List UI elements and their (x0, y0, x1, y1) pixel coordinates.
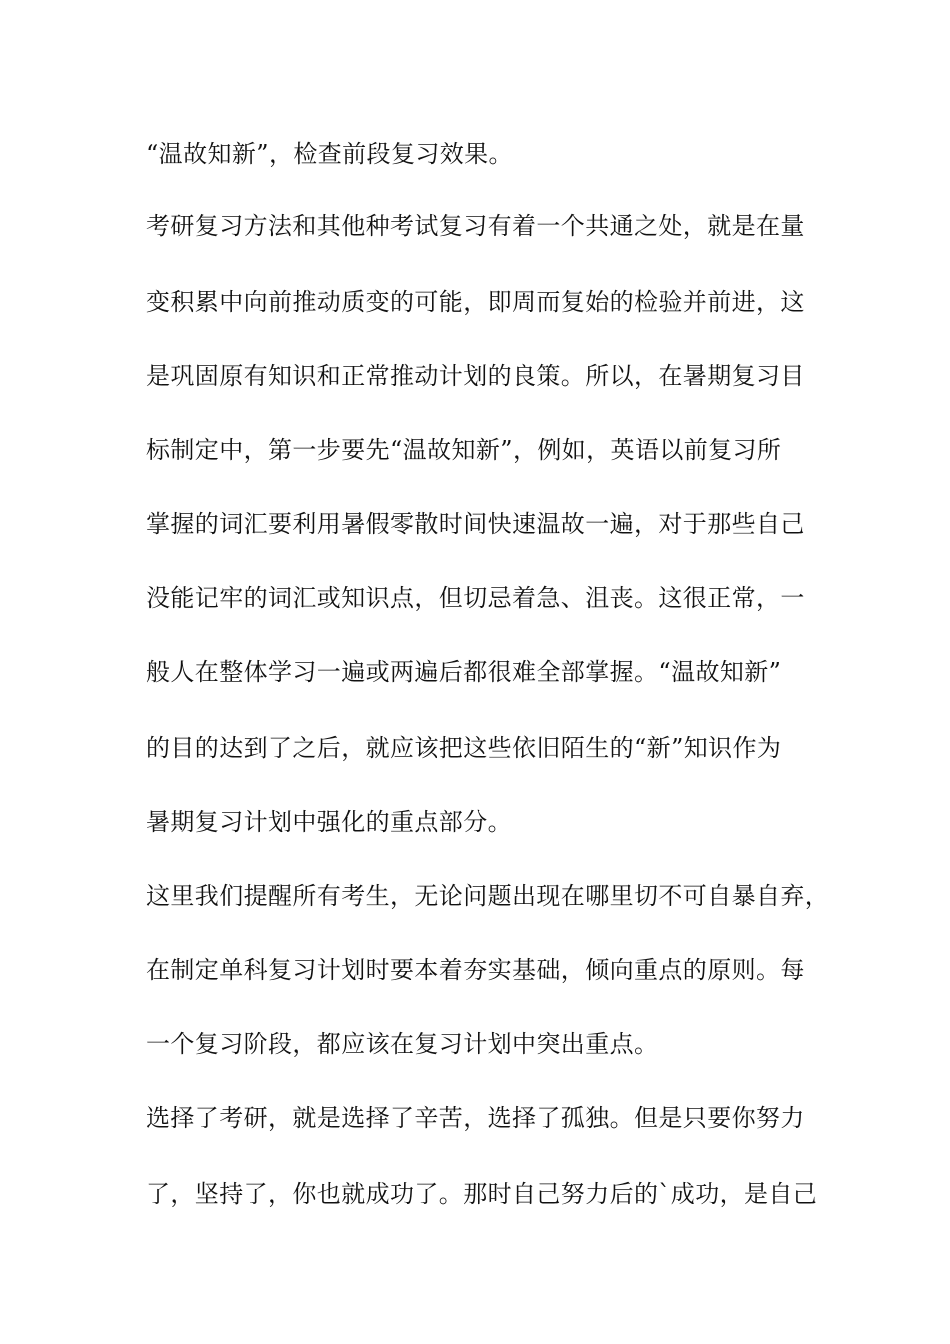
text-line: 掌握的词汇要利用暑假零散时间快速温故一遍，对于那些自己 (146, 510, 805, 538)
text-line: 般人在整体学习一遍或两遍后都很难全部掌握。“温故知新” (146, 658, 782, 686)
text-line: “温故知新”，检查前段复习效果。 (146, 140, 513, 168)
text-line: 标制定中，第一步要先“温故知新”，例如，英语以前复习所 (146, 436, 782, 464)
text-line: 了，坚持了，你也就成功了。那时自己努力后的`成功，是自己 (146, 1180, 818, 1208)
text-line: 在制定单科复习计划时要本着夯实基础，倾向重点的原则。每 (146, 956, 805, 984)
text-line: 这里我们提醒所有考生，无论问题出现在哪里切不可自暴自弃， (146, 882, 830, 910)
text-line: 没能记牢的词汇或知识点，但切忌着急、沮丧。这很正常，一 (146, 584, 805, 612)
text-line: 的目的达到了之后，就应该把这些依旧陌生的“新”知识作为 (146, 734, 782, 762)
text-line: 选择了考研，就是选择了辛苦，选择了孤独。但是只要你努力 (146, 1104, 805, 1132)
text-line: 变积累中向前推动质变的可能，即周而复始的检验并前进，这 (146, 288, 805, 316)
text-line: 暑期复习计划中强化的重点部分。 (146, 808, 512, 836)
text-line: 考研复习方法和其他种考试复习有着一个共通之处，就是在量 (146, 212, 805, 240)
text-line: 是巩固原有知识和正常推动计划的良策。所以，在暑期复习目 (146, 362, 805, 390)
text-line: 一个复习阶段，都应该在复习计划中突出重点。 (146, 1030, 659, 1058)
